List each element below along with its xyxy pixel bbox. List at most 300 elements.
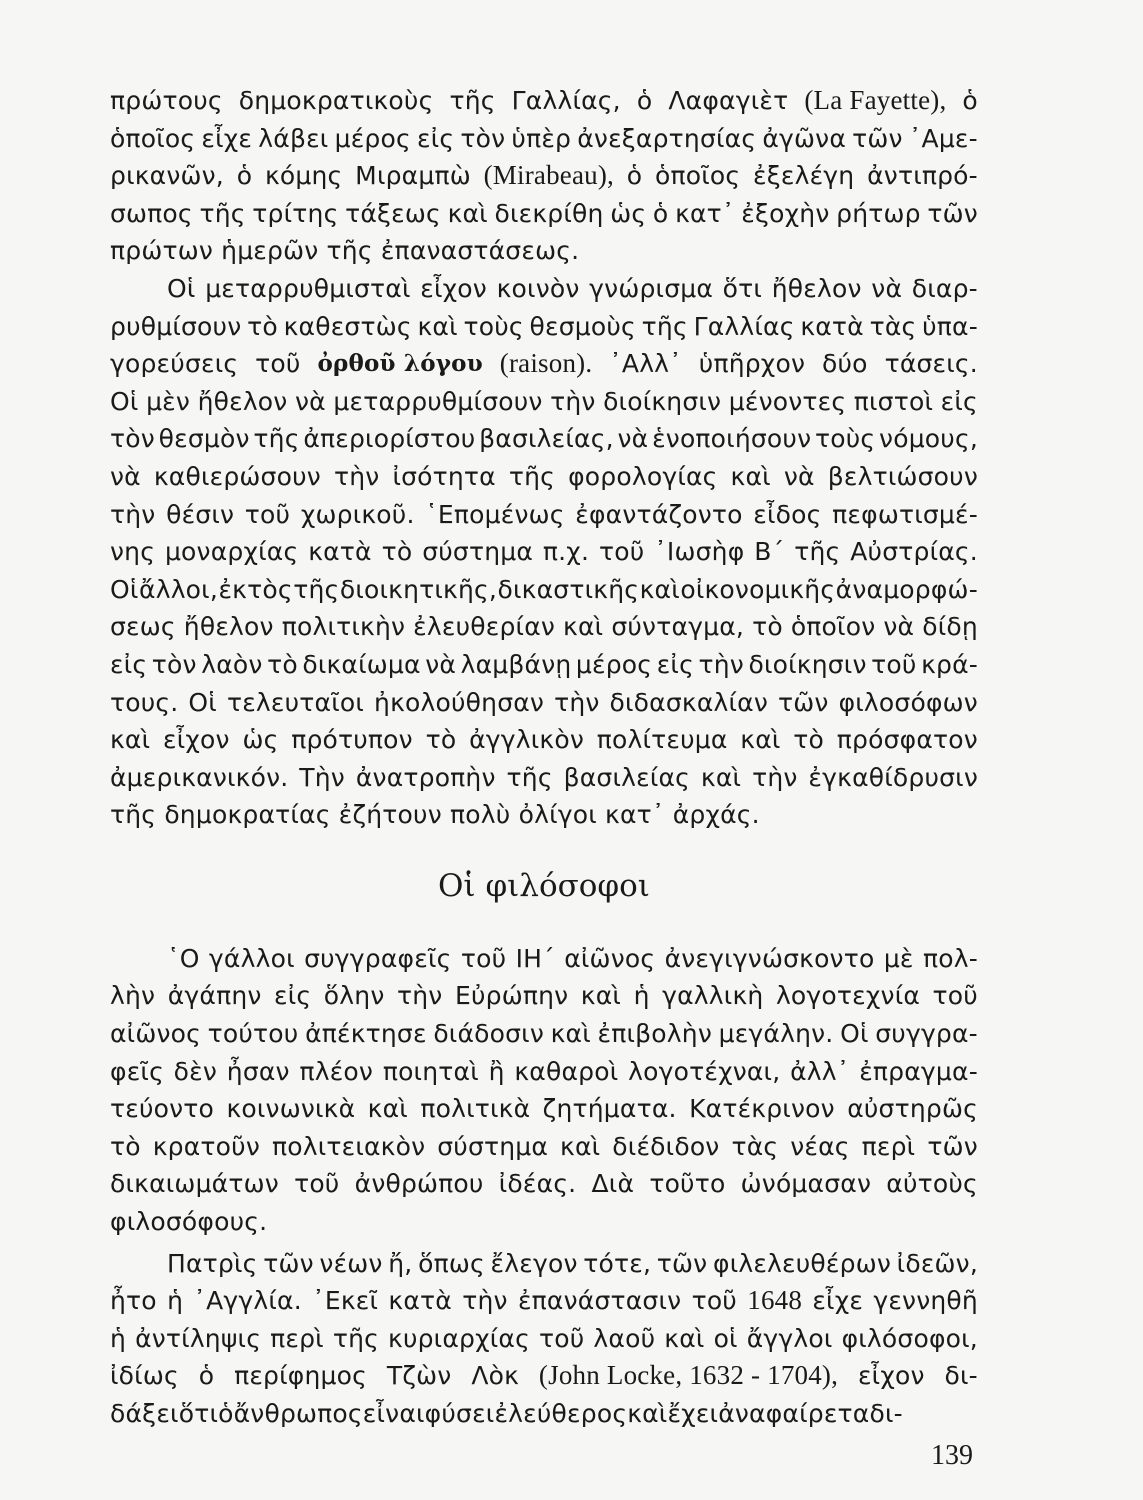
word: δικαιωμάτων (110, 1169, 279, 1199)
word: διδασκαλίαν (609, 687, 769, 717)
paragraph-3 (110, 940, 978, 1241)
word: τῶν (778, 687, 829, 717)
word: ὅτι (722, 273, 763, 303)
word: ἡ (110, 1323, 127, 1353)
word: ἐγκαθίδρυσιν (808, 762, 978, 792)
word: τῆς (449, 86, 496, 115)
word: τοῦ (538, 1323, 585, 1353)
word: ῾Ο (167, 943, 200, 973)
word: λαὸν (201, 649, 263, 679)
word: ἢ (488, 1056, 505, 1086)
word: πρόσφατον (836, 725, 978, 755)
text-line (110, 1320, 978, 1358)
text-line (110, 345, 978, 383)
text-line (110, 940, 978, 978)
word: τὴν (554, 687, 600, 717)
word: καὶ (447, 198, 488, 228)
word: τὸ (752, 612, 783, 642)
word: καὶ (560, 1131, 601, 1161)
word: καὶ (730, 461, 771, 491)
word: διοίκησιν (748, 649, 867, 679)
word: χωρικοῦ. (300, 499, 415, 529)
word: τότε, (583, 1248, 652, 1278)
word: οἰκονομικῆς (680, 574, 836, 604)
word: λαμβάνῃ (460, 649, 572, 679)
text-line (110, 608, 978, 646)
word: ᾿Εκεῖ (312, 1286, 379, 1316)
word: π.χ. (542, 537, 590, 567)
word: δύο (822, 349, 868, 379)
word: ἰδεῶν, (896, 1248, 978, 1278)
word: ὁποῖος (654, 161, 741, 191)
word: τοὺς (463, 311, 524, 341)
word: βασιλείας (563, 762, 691, 792)
word: Κατέκρινον (689, 1094, 835, 1124)
text-line (110, 82, 978, 120)
word: ὁ (652, 198, 669, 228)
word: εἰς (110, 649, 148, 679)
word: τὰς (731, 1131, 779, 1161)
word: διάδοσιν (433, 1019, 545, 1049)
word: κατὰ (800, 311, 864, 341)
word: γεννηθῆ (873, 1286, 978, 1316)
word: τὸ (110, 1131, 141, 1161)
word: ἀπεριορίστου (303, 424, 476, 454)
word: νὰ (883, 612, 915, 642)
word: θέσιν (166, 499, 235, 529)
word: τελευταῖοι (226, 687, 365, 717)
word: εἶχε (201, 123, 253, 153)
word: ὁ (636, 86, 653, 115)
word: ἐπιβολὴν (597, 1019, 712, 1049)
word: ἤ, (388, 1248, 413, 1278)
word: τὴν (333, 461, 380, 491)
word: νης (110, 537, 156, 567)
word: ἄνθρωπος (233, 1399, 363, 1428)
text-line (110, 977, 978, 1015)
word: καὶ (367, 1094, 408, 1124)
word: μεγάλην. (718, 1019, 834, 1049)
word: ἦσαν (226, 1056, 290, 1086)
word: Τζὼν (386, 1361, 452, 1391)
word: ὡς (610, 198, 647, 228)
word: ἐλεύθερος (494, 1399, 628, 1428)
word: (La Fayette), (804, 85, 947, 115)
word: πολίτευμα (596, 725, 728, 755)
word: διαρ- (911, 273, 978, 303)
word: βασιλείας, (479, 424, 614, 454)
word: κόμης (264, 161, 343, 191)
word: τῶν (927, 198, 978, 228)
word: τους. (110, 687, 179, 717)
word: γορεύσεις (110, 349, 239, 379)
word: Λὸκ (471, 1361, 520, 1391)
word: νέας (790, 1131, 850, 1161)
word: ὁποῖος (110, 123, 196, 153)
word: Οἱ (188, 687, 217, 717)
word: τὴν (397, 981, 443, 1011)
word: νὰ (295, 386, 326, 416)
word: τὰς (869, 311, 917, 341)
word: αἰῶνος (110, 1019, 202, 1049)
word: συγγραφεῖς (304, 943, 452, 973)
word: δικαίωμα (302, 649, 421, 679)
word: ἰδίως (110, 1361, 179, 1391)
word: καὶ (664, 1323, 705, 1353)
word: περὶ (861, 1131, 916, 1161)
text-line (110, 1357, 978, 1395)
word: τῆς (508, 461, 556, 491)
word: κατ᾿ (675, 198, 735, 228)
word: ὅλην (323, 981, 385, 1011)
word: πολιτειακὸν (271, 1131, 426, 1161)
word: μὲ (883, 943, 914, 973)
word: ἔχει (667, 1399, 719, 1428)
word: τῆς (293, 574, 340, 604)
word: νέων (319, 1248, 383, 1278)
word: μοναρχίας (164, 537, 299, 567)
word: ἀνεγιγνώσκοντο (664, 943, 875, 973)
word: καὶ (563, 612, 604, 642)
word: δικαστικῆς (497, 574, 640, 604)
word: ἀνθρώπου (354, 1169, 484, 1199)
word: περὶ (270, 1323, 324, 1353)
word: τοῦ (255, 349, 301, 379)
word: λὴν (110, 981, 156, 1011)
word: εἶχον (163, 725, 230, 755)
text-line (110, 120, 978, 158)
word: πρώτων ἡμερῶν τῆς ἐπαναστάσεως. (110, 236, 580, 266)
text-line (110, 1245, 978, 1283)
word: τρίτης (252, 198, 339, 228)
word: διέδιδον (612, 1131, 720, 1161)
word: σύστημα (437, 1131, 549, 1161)
word: 1648 (747, 1285, 803, 1316)
word: ἀντιπρό- (867, 161, 978, 191)
word: Πατρὶς (167, 1248, 258, 1278)
word: ἔλεγον (490, 1248, 578, 1278)
word: ὁποῖον (790, 612, 876, 642)
text-line (110, 232, 978, 270)
word: καὶ (627, 1399, 668, 1428)
word: ὁ (218, 1399, 234, 1428)
text-line (110, 1395, 978, 1433)
text-line (110, 1165, 978, 1203)
word: ἦτο (110, 1286, 157, 1316)
word: ρικανῶν, (110, 161, 224, 191)
word: σύστημα (422, 537, 534, 567)
word: κυριαρχίας (388, 1323, 530, 1353)
word: τῆς (794, 537, 841, 567)
word: ἄλλοι, (139, 574, 218, 604)
word: τοῦ (598, 537, 645, 567)
word: τοὺς (815, 424, 876, 454)
word: φιλοσόφους. (110, 1207, 268, 1237)
word: (John Locke, 1632 - 1704), (538, 1360, 839, 1391)
word: ἰσότητα (392, 461, 496, 491)
word: ἡ (633, 981, 650, 1011)
word: εἰς (274, 981, 312, 1011)
word: συγγρα- (875, 1019, 978, 1049)
word: Διὰ (591, 1169, 635, 1199)
word: τὸ (247, 311, 278, 341)
word: καὶ (700, 762, 742, 792)
word: μὲν (146, 386, 191, 416)
text-line (110, 458, 978, 496)
text-line (110, 533, 978, 571)
word: σεως (110, 612, 176, 642)
word: ρήτωρ (836, 198, 921, 228)
word: δημοκρατικοὺς (238, 86, 434, 115)
word: Οἱ (167, 273, 196, 303)
word: τὴν (752, 762, 798, 792)
word: καὶ (110, 725, 151, 755)
word: τῶν (927, 1131, 978, 1161)
word: τὸν (151, 649, 197, 679)
word: τῶν (852, 123, 903, 153)
word: εἶχον (420, 273, 487, 303)
word: τοῦ (932, 981, 978, 1011)
word: τὴν (698, 649, 744, 679)
text-line (110, 759, 978, 797)
word: τὴν (550, 386, 596, 416)
word: τὸ (267, 649, 298, 679)
word: μεταρρυθμίσουν (333, 386, 543, 416)
word: σωπος (110, 198, 193, 228)
word: τοῦ (871, 649, 917, 679)
text-line (110, 1015, 978, 1053)
word: τὸ (793, 725, 825, 755)
word: φιλελευθέρων (713, 1248, 892, 1278)
word: κρατοῦν (152, 1131, 260, 1161)
word: ποιηταὶ (382, 1056, 479, 1086)
word: τοῦτο (649, 1169, 726, 1199)
word: διοίκησιν (603, 386, 722, 416)
text-line (110, 1053, 978, 1091)
word: ᾿Ιωσὴφ (654, 537, 745, 567)
word: κοινωνικὰ (226, 1094, 356, 1124)
word: ἐπανάστασιν (517, 1286, 682, 1316)
word: τὸν (460, 123, 506, 153)
text-line (110, 1203, 978, 1241)
word: (Mirabeau), (483, 160, 614, 191)
word: ἐξελέγη (753, 161, 855, 191)
word: κρά- (921, 649, 978, 679)
text-line (110, 308, 978, 346)
word: ὀρθοῦ λόγου (317, 350, 483, 378)
word: θεσμὸν (158, 424, 250, 454)
word: νὰ (783, 461, 815, 491)
word: δὲν (173, 1056, 218, 1086)
word: πεφωτισμέ- (832, 499, 978, 529)
word: εἰς (416, 123, 455, 153)
word: κατὰ (388, 1286, 452, 1316)
word: τῆς (506, 762, 553, 792)
text-line (110, 796, 978, 834)
paragraph-2 (110, 270, 978, 834)
word: τὸν (110, 424, 155, 454)
word: αὐτοὺς (886, 1169, 978, 1199)
word: ἐλευθερίαν (413, 612, 556, 642)
word: ὑπῆρχον (698, 349, 806, 379)
word: τεύοντο (110, 1094, 215, 1124)
word: πρότυπον (291, 725, 413, 755)
word: λογοτεχνία (775, 981, 921, 1011)
word: τῶν (656, 1248, 708, 1278)
word: ἄγγλοι (746, 1323, 833, 1353)
word: μένοντες (728, 386, 847, 416)
word: ἀνεξαρτησίας (577, 123, 757, 153)
word: κοινὸν (496, 273, 580, 303)
word: εἰς (940, 386, 978, 416)
word: διοικητικῆς, (339, 574, 498, 604)
word: φύσει (424, 1399, 495, 1428)
word: δι- (944, 1361, 978, 1391)
word: τὴν (110, 499, 156, 529)
word: ὅτι (178, 1399, 219, 1428)
word: λάβει (258, 123, 329, 153)
word: ὑπὲρ (511, 123, 572, 153)
word: καὶ (740, 725, 781, 755)
word: τῶν (263, 1248, 314, 1278)
word: τῆς (253, 424, 300, 454)
word: Γαλλίας (693, 311, 795, 341)
word: γάλλοι (208, 943, 295, 973)
word: Β΄ (754, 537, 785, 567)
word: Μιραμπὼ (355, 161, 471, 191)
word: Οἱ (110, 574, 139, 604)
word: γαλλικὴ (662, 981, 764, 1011)
word: μεταρρυθμισταὶ (205, 273, 411, 303)
word: ᾿Αλλ᾿ (609, 349, 682, 379)
word: πιστοὶ (853, 386, 934, 416)
word: ἡ (167, 1286, 184, 1316)
word: ὁ (962, 86, 978, 115)
word: ὁ (626, 161, 643, 191)
word: ἤθελον (197, 386, 288, 416)
word: λαοῦ (593, 1323, 656, 1353)
word: βελτιώσουν (827, 461, 978, 491)
word: Εὐρώπην (454, 981, 569, 1011)
word: τῆς (332, 1323, 379, 1353)
word: Τὴν (299, 762, 345, 792)
text-line (110, 1128, 978, 1166)
word: νὰ (617, 424, 649, 454)
word: καὶ (417, 311, 458, 341)
word: αἰῶνος (564, 943, 656, 973)
text-line (110, 646, 978, 684)
word: τῆς (199, 198, 246, 228)
word: ὁ (236, 161, 253, 191)
word: (raison). (499, 348, 593, 379)
word: ἑνοποιήσουν (652, 424, 812, 454)
word: πλέον (299, 1056, 374, 1086)
word: Γαλλίας, (511, 86, 621, 115)
text-line (110, 684, 978, 722)
word: δάξει (110, 1399, 179, 1428)
word: νόμους, (879, 424, 978, 454)
word: ἀναφαίρετα (718, 1399, 870, 1428)
word: τοῦ (294, 1169, 340, 1199)
word: θεσμοὺς (529, 311, 636, 341)
word: πολ- (923, 943, 978, 973)
word: νὰ (110, 461, 141, 491)
word: τὴν (462, 1286, 508, 1316)
word: Οἱ (840, 1019, 869, 1049)
page-number: 139 (931, 1440, 973, 1471)
page-body (110, 82, 978, 1433)
word: ὅπως (418, 1248, 485, 1278)
word: ἀπέκτησε (305, 1019, 427, 1049)
word: ἀνατροπὴν (355, 762, 496, 792)
word: ὡς (242, 725, 279, 755)
word: αὐστηρῶς (847, 1094, 978, 1124)
word: τοῦ (691, 1286, 737, 1316)
word: τάξεως (345, 198, 441, 228)
word: τῆς (641, 311, 688, 341)
word: ζητήματα. (542, 1094, 677, 1124)
word: ἐξοχὴν (741, 198, 830, 228)
word: εἶχε (812, 1286, 864, 1316)
word: φιλόσοφοι, (841, 1323, 978, 1353)
word: γνώρισμα (589, 273, 714, 303)
text-line (110, 420, 978, 458)
word: περίφημος (234, 1361, 367, 1391)
word: δίδῃ (922, 612, 978, 642)
text-line (110, 383, 978, 421)
word: οἱ (713, 1323, 738, 1353)
word: ἠκολούθησαν (374, 687, 545, 717)
word: ΙΗ΄ (515, 943, 555, 973)
word: εἶναι (362, 1399, 425, 1428)
word: ἀλλ᾿ (790, 1056, 850, 1086)
word: ὠνόμασαν (740, 1169, 872, 1199)
word: ἐφαντάζοντο (575, 499, 743, 529)
word: λογοτέχναι, (628, 1056, 781, 1086)
text-line (110, 157, 978, 195)
word: ὁ (198, 1361, 215, 1391)
word: ἀγγλικὸν (469, 725, 584, 755)
word: ἀγῶνα (762, 123, 847, 153)
text-line (110, 195, 978, 233)
word: καθιερώσουν (153, 461, 321, 491)
word: ἐπραγμα- (859, 1056, 978, 1086)
text-line (110, 721, 978, 759)
paragraph-4 (110, 1245, 978, 1433)
word: τοῦ (244, 499, 291, 529)
word: ἤθελον (771, 273, 862, 303)
word: τούτου (207, 1019, 299, 1049)
paragraph-1 (110, 82, 978, 270)
word: κατὰ (308, 537, 372, 567)
word: σύνταγμα, (611, 612, 745, 642)
word: ἀναμορφώ- (835, 574, 978, 604)
word: πολιτικὰ (420, 1094, 531, 1124)
text-line (110, 571, 978, 609)
word: Οἱ (110, 386, 139, 416)
word: μέρος (334, 123, 411, 153)
word: τοῦ (460, 943, 507, 973)
word: καὶ (639, 574, 680, 604)
word: εἶχον (857, 1361, 925, 1391)
word: καθαροὶ (514, 1056, 619, 1086)
word: καὶ (550, 1019, 591, 1049)
word: ῾Επομένως (425, 499, 565, 529)
word: Αὐστρίας. (850, 537, 978, 567)
section-heading: Οἱ φιλόσοφοι (438, 867, 650, 904)
word: φεῖς (110, 1056, 164, 1086)
word: ρυθμίσουν (110, 311, 242, 341)
